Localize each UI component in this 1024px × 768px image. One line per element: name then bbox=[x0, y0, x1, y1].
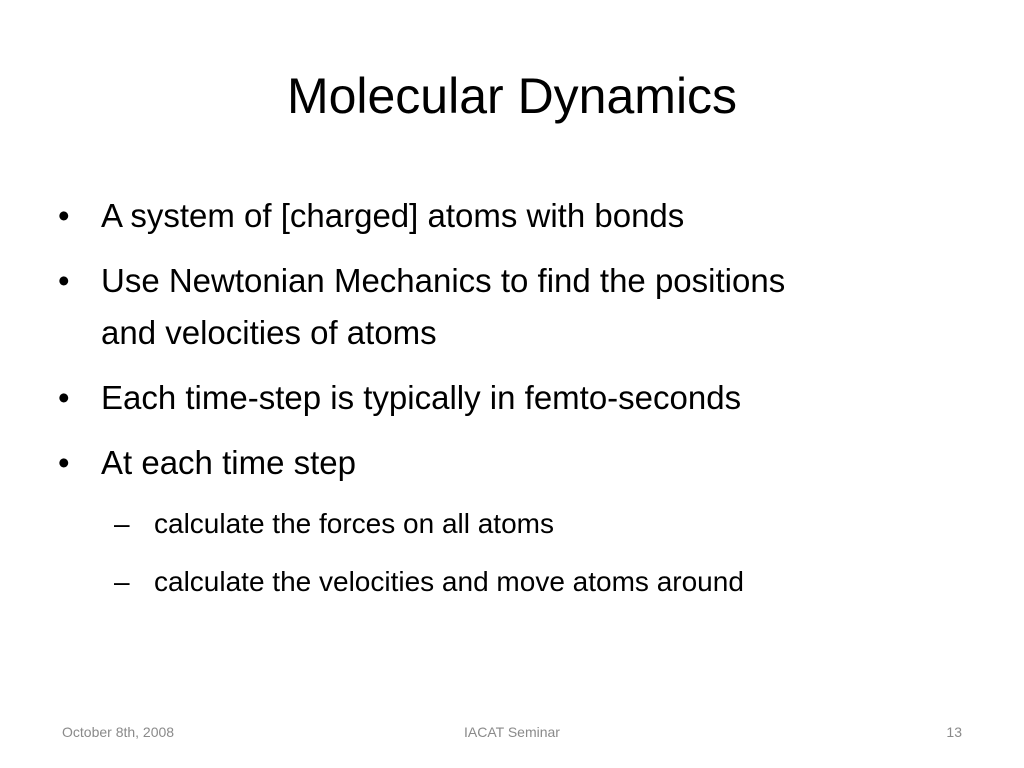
sub-bullet-text: calculate the forces on all atoms bbox=[154, 508, 554, 539]
bullet-marker: • bbox=[58, 197, 70, 234]
footer-date: October 8th, 2008 bbox=[62, 724, 175, 740]
bullet-text: Use Newtonian Mechanics to find the positions and velocities of atoms bbox=[101, 262, 786, 351]
bullet-item bbox=[56, 372, 956, 424]
footer-event: IACAT Seminar bbox=[464, 724, 560, 740]
bullet-marker: • bbox=[58, 379, 70, 416]
bullet-item bbox=[56, 255, 821, 359]
sub-bullet-item bbox=[56, 560, 956, 604]
sub-bullet-marker: – bbox=[114, 508, 130, 539]
bullet-text: At each time step bbox=[101, 444, 356, 481]
footer-page-number: 13 bbox=[946, 724, 962, 740]
bullet-marker: • bbox=[58, 262, 70, 299]
bullet-text: Each time-step is typically in femto-seconds bbox=[101, 379, 742, 416]
bullet-text: A system of [charged] atoms with bonds bbox=[101, 197, 685, 234]
bullet-item bbox=[56, 437, 956, 489]
bullet-list bbox=[56, 190, 956, 618]
sub-bullet-marker: – bbox=[114, 566, 130, 597]
sub-bullet-text: calculate the velocities and move atoms around bbox=[154, 566, 744, 597]
sub-bullet-item bbox=[56, 502, 956, 546]
bullet-item bbox=[56, 190, 956, 242]
bullet-marker: • bbox=[58, 444, 70, 481]
slide-title: Molecular Dynamics bbox=[286, 68, 738, 124]
